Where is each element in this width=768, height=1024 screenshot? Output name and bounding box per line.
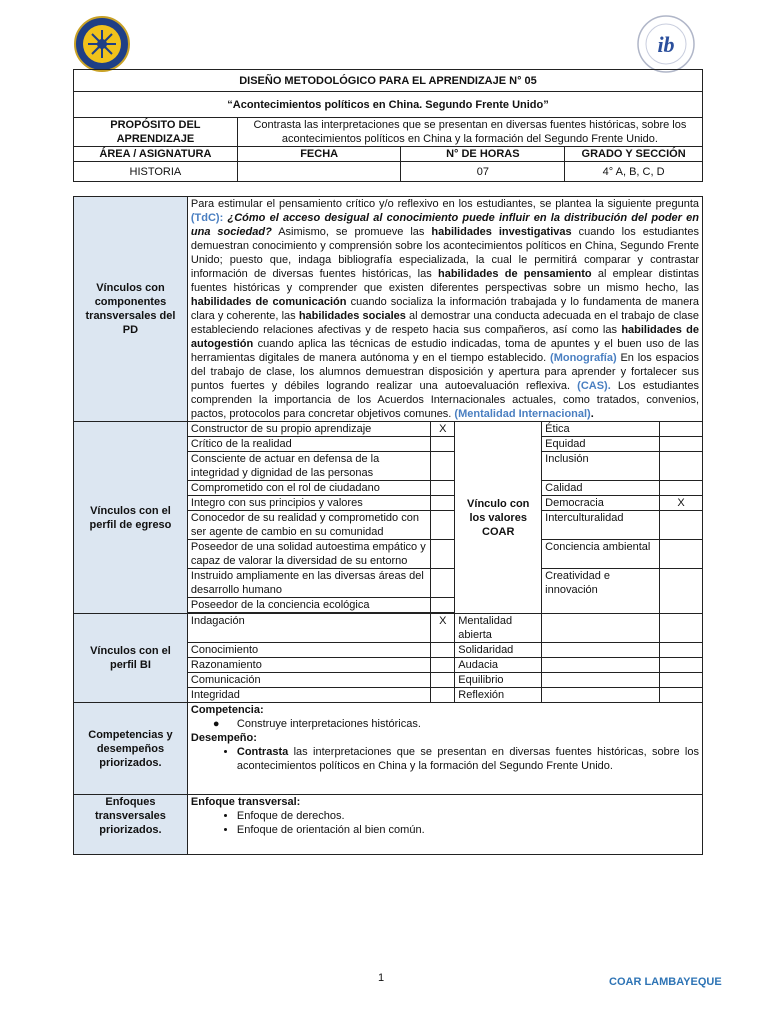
- bi-left-mark-2: [431, 658, 455, 673]
- enfoque-item-1: • Enfoque de orientación al bien común.: [237, 823, 699, 837]
- document-title: DISEÑO METODOLÓGICO PARA EL APRENDIZAJE N° 05: [74, 70, 703, 92]
- bi-right-item-2: Audacia: [455, 658, 542, 673]
- coar-mark-3: [660, 481, 703, 496]
- bi-left-item-4: Integridad: [187, 688, 430, 703]
- egreso-item-5: Conocedor de su realidad y comprometido con ser agente de cambio en su comunidad: [187, 511, 430, 540]
- egreso-item-7: Instruido ampliamente en las diversas áreas del desarrollo humano: [187, 569, 430, 598]
- coar-mark-7: [660, 569, 703, 614]
- bi-left-item-1: Conocimiento: [187, 643, 430, 658]
- enfoques-content: [187, 795, 702, 855]
- egreso-mark-5: [431, 511, 455, 540]
- bi-left-item-3: Comunicación: [187, 673, 430, 688]
- vinculos-pd-text: Para estimular el pensamiento crítico y/o reflexivo en los estudiantes, se plantea la siguiente pregunta (TdC): ¿Cómo el acceso desigual al conocimiento puede influir en la distribución del poder en una sociedad? Asimismo, se promueve las habilidades investigativas cuando los estudiantes demuestran conocimiento y comprensión sobre los acontecimientos políticos en China, Segundo Frente Unido; puesto que, indaga bibliografía especializada, la cual le permitirá comparar y contrastar información de diversas fuentes históricas, las habilidades de pensamiento al emplear distintas fuentes históricas y comprender que existen diferentes perspectivas sobre un mismo hecho, las habilidades de comunicación cuando socializa la información trabajada y lo fundamenta de manera clara y coherente, las habilidades sociales al demostrar una conducta adecuada en el trabajo de clase estableciendo relaciones afectivas y de respeto hacia sus compañeros, así como las habilidades de autogestión cuando aplica las técnicas de estudio indicadas, toma de apuntes y el buen uso de las herramientas digitales de manera autónoma y en el tiempo establecido. (Monografía) En los espacios del trabajo de clase, los alumnos demuestran disposición y apertura para aprender y fortalecer sus puntos fuertes y débiles logrando realizar una autoevaluación reflexiva. (CAS). Los estudiantes comprenden la importancia de los Acuerdos Internacionales actuales, como tratados, convenios, pactos, protocolos para concretar objetivos comunes. (Mentalidad Internacional).: [187, 197, 702, 422]
- egreso-item-8: Poseedor de la conciencia ecológica: [187, 598, 430, 613]
- svg-text:ib: ib: [657, 32, 675, 57]
- valores-coar-label: Vínculo con los valores COAR: [455, 422, 542, 614]
- header-table: [73, 69, 703, 182]
- main-table: [73, 196, 703, 855]
- bi-right-mark-2: [542, 658, 660, 673]
- enfoque-title: Enfoque transversal:: [190, 796, 301, 808]
- horas-value: 07: [401, 162, 565, 182]
- fecha-value: [237, 162, 401, 182]
- mentalidad-tag: (Mentalidad Internacional): [454, 408, 591, 420]
- col-area-header: ÁREA / ASIGNATURA: [74, 147, 238, 162]
- area-value: HISTORIA: [74, 162, 238, 182]
- coar-seal-logo: [74, 16, 130, 72]
- cas-tag: (CAS).: [577, 380, 611, 392]
- enfoques-label: Enfoques transversales priorizados.: [74, 795, 188, 855]
- coar-mark-6: [660, 540, 703, 569]
- grado-value: 4° A, B, C, D: [565, 162, 703, 182]
- coar-mark-4: X: [660, 496, 703, 511]
- monografia-tag: (Monografía): [550, 352, 617, 364]
- bi-left-mark-0: X: [431, 614, 455, 643]
- egreso-item-2: Consciente de actuar en defensa de la integridad y dignidad de las personas: [187, 452, 430, 481]
- coar-item-2: Inclusión: [542, 452, 660, 481]
- perfil-egreso-label: Vínculos con el perfil de egreso: [74, 422, 188, 614]
- egreso-mark-0: X: [431, 422, 455, 437]
- desempeno-title: Desempeño:: [190, 732, 257, 744]
- coar-item-3: Calidad: [542, 481, 660, 496]
- egreso-item-3: Comprometido con el rol de ciudadano: [187, 481, 430, 496]
- egreso-mark-2: [431, 452, 455, 481]
- bi-right-extra-0: [660, 614, 703, 643]
- egreso-item-0: Constructor de su propio aprendizaje: [187, 422, 430, 437]
- bi-right-extra-1: [660, 643, 703, 658]
- perfil-bi-label: Vínculos con el perfil BI: [74, 614, 188, 703]
- bi-right-item-0: Mentalidad abierta: [455, 614, 542, 643]
- bi-right-extra-2: [660, 658, 703, 673]
- egreso-mark-8: [431, 598, 455, 613]
- bi-left-mark-3: [431, 673, 455, 688]
- egreso-item-6: Poseedor de una solidad autoestima empático y capaz de valorar la diversidad de su entorno: [187, 540, 430, 569]
- proposito-text: Contrasta las interpretaciones que se presentan en diversas fuentes históricas, sobre los acontecimientos políticos en China y la formación del Segundo Frente Unido.: [237, 118, 702, 147]
- coar-item-5: Interculturalidad: [542, 511, 660, 540]
- coar-mark-0: [660, 422, 703, 437]
- coar-mark-2: [660, 452, 703, 481]
- col-horas-header: N° DE HORAS: [401, 147, 565, 162]
- bi-right-mark-4: [542, 688, 660, 703]
- coar-mark-1: [660, 437, 703, 452]
- coar-item-4: Democracia: [542, 496, 660, 511]
- competencia-item: ● Construye interpretaciones históricas.: [213, 717, 699, 731]
- bi-right-mark-3: [542, 673, 660, 688]
- coar-item-7: Creatividad e innovación: [542, 569, 660, 614]
- enfoque-item-0: • Enfoque de derechos.: [237, 809, 699, 823]
- vinculos-pd-label: Vínculos con componentes transversales del PD: [74, 197, 188, 422]
- egreso-mark-3: [431, 481, 455, 496]
- bi-right-item-4: Reflexión: [455, 688, 542, 703]
- egreso-mark-6: [431, 540, 455, 569]
- tdc-question: ¿Cómo el acceso desigual al conocimiento puede influir en la distribución del poder en una sociedad?: [190, 212, 699, 238]
- footer-brand: COAR LAMBAYEQUE: [609, 976, 722, 988]
- col-grado-header: GRADO Y SECCIÓN: [565, 147, 703, 162]
- desempeno-item: • Contrasta las interpretaciones que se presentan en diversas fuentes históricas, sobre los acontecimientos políticos en China y la formación del Segundo Frente Unido.: [237, 745, 699, 773]
- page-number: 1: [378, 972, 385, 984]
- competencias-label: Competencias y desempeños priorizados.: [74, 703, 188, 795]
- bi-right-extra-4: [660, 688, 703, 703]
- egreso-item-1: Crítico de la realidad: [187, 437, 430, 452]
- bi-right-extra-3: [660, 673, 703, 688]
- proposito-label: PROPÓSITO DEL APRENDIZAJE: [74, 118, 238, 147]
- bi-left-mark-4: [431, 688, 455, 703]
- ib-world-school-logo: [636, 14, 696, 74]
- bi-right-mark-0: [542, 614, 660, 643]
- bi-left-item-0: Indagación: [187, 614, 430, 643]
- coar-item-1: Equidad: [542, 437, 660, 452]
- competencias-content: [187, 703, 702, 795]
- competencia-title: Competencia:: [190, 704, 264, 716]
- bi-left-item-2: Razonamiento: [187, 658, 430, 673]
- col-fecha-header: FECHA: [237, 147, 401, 162]
- bi-left-mark-1: [431, 643, 455, 658]
- bi-right-item-3: Equilibrio: [455, 673, 542, 688]
- session-title: “Acontecimientos políticos en China. Segundo Frente Unido”: [74, 92, 703, 118]
- coar-item-6: Conciencia ambiental: [542, 540, 660, 569]
- tdc-tag: (TdC):: [190, 212, 224, 224]
- egreso-item-4: Integro con sus principios y valores: [187, 496, 430, 511]
- egreso-mark-1: [431, 437, 455, 452]
- bi-right-mark-1: [542, 643, 660, 658]
- coar-mark-5: [660, 511, 703, 540]
- bi-right-item-1: Solidaridad: [455, 643, 542, 658]
- egreso-mark-7: [431, 569, 455, 598]
- egreso-mark-4: [431, 496, 455, 511]
- coar-item-0: Ética: [542, 422, 660, 437]
